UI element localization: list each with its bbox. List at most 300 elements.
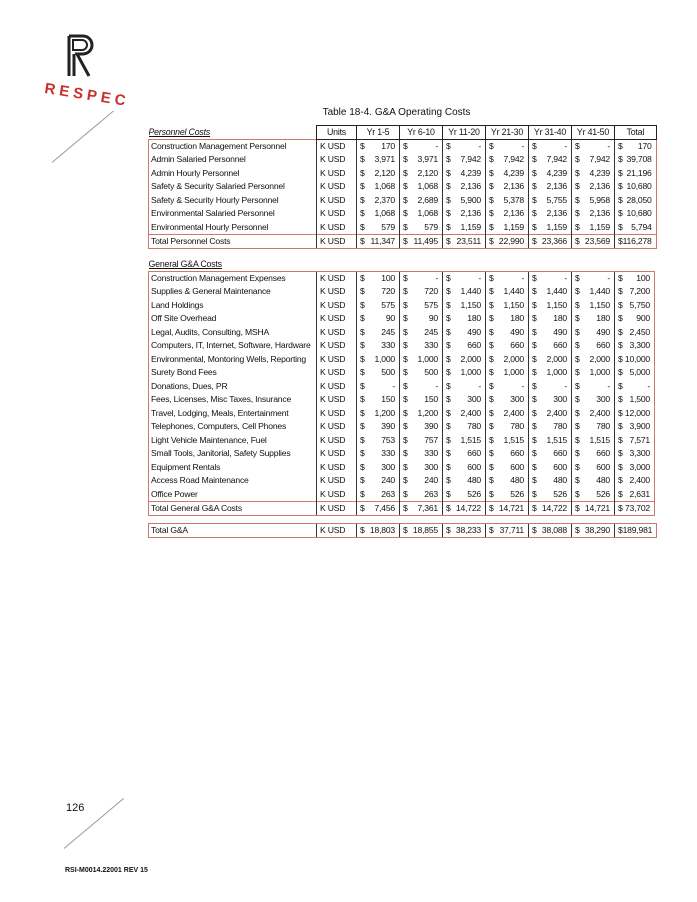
currency-symbol: $ — [618, 299, 623, 310]
cell-value: 579 — [424, 221, 438, 232]
value-cell — [443, 194, 486, 208]
currency-symbol: $ — [575, 488, 580, 499]
cell-value: 73,702 — [624, 502, 650, 513]
cell-value: 1,440 — [546, 286, 567, 297]
cell-value: 660 — [596, 448, 610, 459]
currency-symbol: $ — [489, 154, 494, 165]
cell-value: 526 — [553, 488, 567, 499]
value-cell — [615, 194, 657, 208]
value-cell — [615, 140, 657, 154]
currency-symbol: $ — [575, 167, 580, 178]
cell-value: 2,631 — [629, 488, 650, 499]
currency-symbol: $ — [575, 461, 580, 472]
currency-symbol: $ — [446, 286, 451, 297]
personnel-costs-table — [148, 125, 657, 249]
currency-symbol: $ — [360, 286, 365, 297]
value-cell — [529, 285, 572, 299]
value-cell — [529, 326, 572, 340]
currency-symbol: $ — [446, 421, 451, 432]
currency-symbol: $ — [446, 461, 451, 472]
cell-value: 490 — [510, 326, 524, 337]
row-unit: K USD — [317, 207, 357, 221]
cell-value: 1,068 — [374, 181, 395, 192]
currency-symbol: $ — [532, 299, 537, 310]
table-row — [149, 339, 655, 353]
currency-symbol: $ — [618, 286, 623, 297]
table-row — [149, 153, 657, 167]
cell-value: 18,803 — [369, 525, 395, 535]
cell-value: 1,159 — [503, 221, 524, 232]
value-cell — [572, 221, 615, 235]
currency-symbol: $ — [618, 326, 623, 337]
table-row — [149, 447, 655, 461]
currency-symbol: $ — [575, 367, 580, 378]
cell-value: 500 — [381, 367, 395, 378]
currency-symbol: $ — [618, 525, 623, 535]
cell-value: 100 — [381, 273, 395, 283]
cell-value: 1,150 — [589, 299, 610, 310]
general-costs-table — [148, 258, 655, 516]
value-cell — [357, 234, 400, 248]
col-header-yr6-10: Yr 6-10 — [400, 126, 443, 140]
cell-value: 390 — [381, 421, 395, 432]
currency-symbol: $ — [446, 313, 451, 324]
value-cell — [529, 366, 572, 380]
value-cell — [400, 461, 443, 475]
value-cell — [615, 524, 657, 538]
row-unit: K USD — [317, 153, 357, 167]
value-cell — [572, 285, 615, 299]
currency-symbol: $ — [489, 488, 494, 499]
table-row — [149, 380, 655, 394]
currency-symbol: $ — [403, 380, 408, 391]
value-cell — [486, 380, 529, 394]
value-cell — [486, 407, 529, 421]
cell-value: - — [478, 380, 481, 391]
value-cell — [443, 501, 486, 515]
value-cell — [486, 474, 529, 488]
currency-symbol: $ — [489, 475, 494, 486]
cell-value: 10,680 — [626, 208, 652, 219]
cell-value: - — [521, 380, 524, 391]
value-cell — [529, 524, 572, 538]
value-cell — [443, 285, 486, 299]
currency-symbol: $ — [532, 167, 537, 178]
cell-value: 575 — [381, 299, 395, 310]
value-cell — [443, 272, 486, 286]
row-unit: K USD — [317, 524, 357, 538]
currency-symbol: $ — [489, 421, 494, 432]
cell-value: 150 — [424, 394, 438, 405]
currency-symbol: $ — [575, 141, 580, 151]
logo-wordmark: RESPEC — [43, 80, 131, 111]
value-cell — [615, 434, 655, 448]
currency-symbol: $ — [360, 525, 365, 535]
value-cell — [443, 447, 486, 461]
currency-symbol: $ — [489, 286, 494, 297]
value-cell — [529, 140, 572, 154]
cell-value: 660 — [553, 340, 567, 351]
cell-value: 1,440 — [503, 286, 524, 297]
value-cell — [486, 447, 529, 461]
currency-symbol: $ — [403, 273, 408, 283]
value-cell — [615, 167, 657, 181]
cell-value: 330 — [381, 448, 395, 459]
currency-symbol: $ — [532, 394, 537, 405]
currency-symbol: $ — [446, 340, 451, 351]
cell-value: 245 — [381, 326, 395, 337]
cell-value: 10,000 — [624, 353, 650, 364]
cell-value: - — [435, 380, 438, 391]
value-cell — [529, 501, 572, 515]
currency-symbol: $ — [489, 235, 494, 246]
cell-value: 2,136 — [460, 181, 481, 192]
value-cell — [572, 366, 615, 380]
table-row — [149, 434, 655, 448]
row-label: Access Road Maintenance — [149, 474, 317, 488]
currency-symbol: $ — [360, 502, 365, 513]
row-unit: K USD — [317, 312, 357, 326]
value-cell — [443, 366, 486, 380]
row-label: Land Holdings — [149, 299, 317, 313]
value-cell — [486, 234, 529, 248]
value-cell — [615, 285, 655, 299]
value-cell — [400, 366, 443, 380]
cell-value: - — [607, 141, 610, 151]
currency-symbol: $ — [403, 502, 408, 513]
currency-symbol: $ — [360, 367, 365, 378]
cell-value: 38,233 — [455, 525, 481, 535]
row-label: Office Power — [149, 488, 317, 502]
cell-value: 2,370 — [374, 194, 395, 205]
value-cell — [443, 353, 486, 367]
cell-value: 23,511 — [456, 235, 481, 246]
currency-symbol: $ — [618, 407, 623, 418]
table-row — [149, 167, 657, 181]
cell-value: 660 — [510, 340, 524, 351]
value-cell — [357, 524, 400, 538]
value-cell — [400, 285, 443, 299]
table-row — [149, 312, 655, 326]
table-title: Table 18-4. G&A Operating Costs — [322, 107, 471, 118]
value-cell — [357, 140, 400, 154]
currency-symbol: $ — [446, 235, 451, 246]
currency-symbol: $ — [532, 181, 537, 192]
cell-value: - — [521, 141, 524, 151]
cell-value: 1,068 — [374, 208, 395, 219]
cell-value: 7,200 — [629, 286, 650, 297]
currency-symbol: $ — [446, 208, 451, 219]
value-cell — [486, 326, 529, 340]
value-cell — [400, 501, 443, 515]
currency-symbol: $ — [532, 380, 537, 391]
value-cell — [443, 488, 486, 502]
currency-symbol: $ — [618, 380, 623, 391]
value-cell — [357, 153, 400, 167]
currency-symbol: $ — [618, 394, 623, 405]
value-cell — [357, 488, 400, 502]
currency-symbol: $ — [618, 181, 623, 192]
cell-value: 3,000 — [629, 461, 650, 472]
cell-value: 5,000 — [629, 367, 650, 378]
row-unit: K USD — [317, 180, 357, 194]
cell-value: 2,000 — [460, 353, 481, 364]
cell-value: 780 — [553, 421, 567, 432]
row-label: Admin Salaried Personnel — [149, 153, 317, 167]
row-unit: K USD — [317, 167, 357, 181]
value-cell — [529, 153, 572, 167]
cell-value: 1,068 — [417, 181, 438, 192]
cell-value: 4,239 — [546, 167, 567, 178]
value-cell — [529, 221, 572, 235]
value-cell — [529, 234, 572, 248]
row-label: Environmental Hourly Personnel — [149, 221, 317, 235]
value-cell — [615, 234, 657, 248]
currency-symbol: $ — [618, 154, 623, 165]
currency-symbol: $ — [360, 475, 365, 486]
cell-value: - — [392, 380, 395, 391]
cell-value: 3,900 — [629, 421, 650, 432]
table-row — [149, 393, 655, 407]
value-cell — [572, 339, 615, 353]
value-cell — [572, 501, 615, 515]
row-unit: K USD — [317, 221, 357, 235]
row-label: Total General G&A Costs — [149, 501, 317, 515]
cell-value: 263 — [381, 488, 395, 499]
currency-symbol: $ — [360, 221, 365, 232]
currency-symbol: $ — [403, 475, 408, 486]
currency-symbol: $ — [360, 194, 365, 205]
currency-symbol: $ — [446, 221, 451, 232]
table-row — [149, 461, 655, 475]
row-label: Fees, Licenses, Misc Taxes, Insurance — [149, 393, 317, 407]
value-cell — [443, 299, 486, 313]
value-cell — [572, 407, 615, 421]
value-cell — [443, 339, 486, 353]
value-cell — [443, 380, 486, 394]
currency-symbol: $ — [446, 525, 451, 535]
currency-symbol: $ — [403, 235, 408, 246]
value-cell — [443, 434, 486, 448]
currency-symbol: $ — [575, 448, 580, 459]
table-row — [149, 488, 655, 502]
value-cell — [615, 461, 655, 475]
cell-value: 4,239 — [503, 167, 524, 178]
currency-symbol: $ — [489, 380, 494, 391]
row-unit: K USD — [317, 326, 357, 340]
cell-value: 180 — [467, 313, 481, 324]
table-row — [149, 366, 655, 380]
currency-symbol: $ — [446, 448, 451, 459]
currency-symbol: $ — [446, 502, 451, 513]
currency-symbol: $ — [403, 141, 408, 151]
cell-value: 263 — [424, 488, 438, 499]
cell-value: 1,150 — [460, 299, 481, 310]
value-cell — [529, 194, 572, 208]
row-label: Equipment Rentals — [149, 461, 317, 475]
row-label: Light Vehicle Maintenance, Fuel — [149, 434, 317, 448]
cell-value: 526 — [596, 488, 610, 499]
cell-value: 579 — [381, 221, 395, 232]
value-cell — [529, 180, 572, 194]
currency-symbol: $ — [360, 340, 365, 351]
currency-symbol: $ — [403, 394, 408, 405]
cell-value: 660 — [596, 340, 610, 351]
value-cell — [615, 339, 655, 353]
row-unit: K USD — [317, 234, 357, 248]
value-cell — [615, 180, 657, 194]
value-cell — [357, 180, 400, 194]
row-unit: K USD — [317, 140, 357, 154]
value-cell — [357, 272, 400, 286]
value-cell — [443, 167, 486, 181]
value-cell — [486, 420, 529, 434]
currency-symbol: $ — [489, 434, 494, 445]
currency-symbol: $ — [575, 273, 580, 283]
cell-value: 180 — [596, 313, 610, 324]
currency-symbol: $ — [489, 326, 494, 337]
value-cell — [615, 420, 655, 434]
currency-symbol: $ — [446, 434, 451, 445]
cell-value: 1,500 — [629, 394, 650, 405]
value-cell — [615, 299, 655, 313]
value-cell — [486, 434, 529, 448]
value-cell — [572, 312, 615, 326]
currency-symbol: $ — [360, 181, 365, 192]
cell-value: 2,400 — [460, 407, 481, 418]
cell-value: 2,120 — [374, 167, 395, 178]
row-unit: K USD — [317, 461, 357, 475]
currency-symbol: $ — [403, 340, 408, 351]
value-cell — [486, 339, 529, 353]
currency-symbol: $ — [403, 448, 408, 459]
currency-symbol: $ — [360, 141, 365, 151]
row-label: Safety & Security Salaried Personnel — [149, 180, 317, 194]
cell-value: 3,300 — [629, 340, 650, 351]
currency-symbol: $ — [532, 340, 537, 351]
currency-symbol: $ — [618, 421, 623, 432]
cell-value: 1,515 — [589, 434, 610, 445]
value-cell — [443, 407, 486, 421]
value-cell — [443, 420, 486, 434]
row-label: Small Tools, Janitorial, Safety Supplies — [149, 447, 317, 461]
cell-value: 480 — [467, 475, 481, 486]
value-cell — [357, 461, 400, 475]
value-cell — [400, 194, 443, 208]
currency-symbol: $ — [575, 235, 580, 246]
currency-symbol: $ — [532, 448, 537, 459]
cell-value: - — [478, 273, 481, 283]
cell-value: 2,000 — [503, 353, 524, 364]
currency-symbol: $ — [403, 313, 408, 324]
cell-value: - — [564, 141, 567, 151]
grand-total-row — [149, 524, 657, 538]
cell-value: 780 — [596, 421, 610, 432]
value-cell — [400, 420, 443, 434]
cell-value: 38,290 — [584, 525, 610, 535]
currency-symbol: $ — [446, 299, 451, 310]
currency-symbol: $ — [532, 488, 537, 499]
cell-value: 1,000 — [374, 353, 395, 364]
value-cell — [486, 488, 529, 502]
currency-symbol: $ — [360, 353, 365, 364]
currency-symbol: $ — [360, 167, 365, 178]
cell-value: 14,722 — [455, 502, 481, 513]
cell-value: - — [564, 380, 567, 391]
cell-value: 2,400 — [503, 407, 524, 418]
currency-symbol: $ — [446, 181, 451, 192]
value-cell — [615, 366, 655, 380]
value-cell — [529, 207, 572, 221]
cell-value: 1,515 — [546, 434, 567, 445]
value-cell — [400, 299, 443, 313]
value-cell — [615, 221, 657, 235]
personnel-total-row — [149, 234, 657, 248]
cell-value: 390 — [424, 421, 438, 432]
cell-value: 150 — [381, 394, 395, 405]
col-header-yr1-5: Yr 1-5 — [357, 126, 400, 140]
personnel-section-heading: Personnel Costs — [148, 126, 211, 137]
currency-symbol: $ — [446, 407, 451, 418]
currency-symbol: $ — [360, 299, 365, 310]
currency-symbol: $ — [446, 380, 451, 391]
value-cell — [486, 153, 529, 167]
value-cell — [615, 380, 655, 394]
value-cell — [572, 272, 615, 286]
value-cell — [615, 447, 655, 461]
cell-value: 1,150 — [546, 299, 567, 310]
cell-value: 23,569 — [584, 235, 610, 246]
row-unit: K USD — [317, 501, 357, 515]
row-label: Off Site Overhead — [149, 312, 317, 326]
currency-symbol: $ — [575, 434, 580, 445]
value-cell — [529, 299, 572, 313]
currency-symbol: $ — [446, 154, 451, 165]
value-cell — [400, 524, 443, 538]
cell-value: 5,750 — [629, 299, 650, 310]
currency-symbol: $ — [575, 502, 580, 513]
value-cell — [357, 447, 400, 461]
currency-symbol: $ — [532, 502, 537, 513]
row-unit: K USD — [317, 194, 357, 208]
row-unit: K USD — [317, 366, 357, 380]
value-cell — [529, 420, 572, 434]
value-cell — [486, 207, 529, 221]
value-cell — [400, 488, 443, 502]
currency-symbol: $ — [618, 194, 623, 205]
value-cell — [529, 407, 572, 421]
row-unit: K USD — [317, 488, 357, 502]
cell-value: 300 — [381, 461, 395, 472]
currency-symbol: $ — [403, 181, 408, 192]
row-label: Admin Hourly Personnel — [149, 167, 317, 181]
value-cell — [572, 207, 615, 221]
currency-symbol: $ — [575, 181, 580, 192]
cell-value: 2,136 — [503, 208, 524, 219]
value-cell — [443, 524, 486, 538]
cell-value: 1,515 — [460, 434, 481, 445]
value-cell — [357, 393, 400, 407]
currency-symbol: $ — [489, 502, 494, 513]
currency-symbol: $ — [360, 461, 365, 472]
currency-symbol: $ — [575, 475, 580, 486]
value-cell — [443, 326, 486, 340]
value-cell — [572, 393, 615, 407]
value-cell — [400, 380, 443, 394]
currency-symbol: $ — [489, 141, 494, 151]
currency-symbol: $ — [532, 421, 537, 432]
cell-value: 300 — [553, 394, 567, 405]
